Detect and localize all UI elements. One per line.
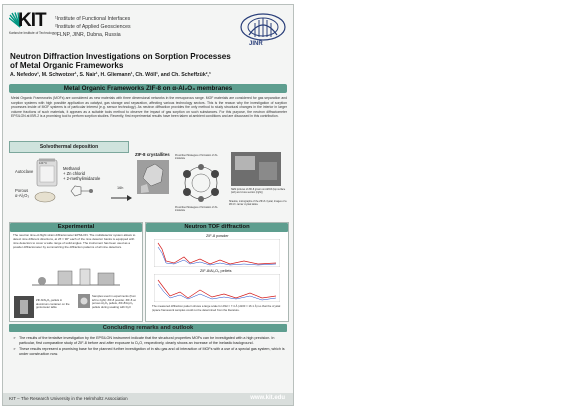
poster-title: Neutron Diffraction Investigations on Sorption Processes of Metal Organic Frameworks	[10, 52, 231, 70]
molecule-icon	[65, 184, 99, 198]
process-arrow-icon	[109, 192, 133, 204]
bullet-icon: ➢	[13, 347, 17, 352]
goniometer-photo-icon	[14, 296, 34, 318]
shadow-caption: Shadow, micrographs of the ZIF-8 crystal, Images of a ZIF-8 / carrier crystal lattice	[229, 200, 287, 206]
temperature-label: 120 °C	[39, 162, 47, 165]
reagent-1: Methanol	[63, 166, 81, 171]
autoclave-icon	[33, 158, 61, 188]
conclusion-item	[13, 336, 285, 346]
bullet-icon: ➢	[13, 336, 17, 340]
conclusion-text-1: The results of the tentative investigation by the EPSILON instrument indicate that the structural properties MOFs can be investigated with a high precision. In particular, first comparative study of ZIF-8 before and after exposure to D₂O, respectively, clearly shows an increase of the inelastic background.	[19, 336, 275, 345]
autoclave-label: Autoclave	[15, 169, 34, 174]
footer-text: KIT – The Research University in the Helmholtz Association	[9, 396, 128, 401]
sem-image-icon	[231, 152, 281, 186]
time-label: 16h	[117, 186, 124, 190]
institutes	[55, 15, 131, 39]
institute-3: ³FLNP, JINR, Dubna, Russia	[55, 32, 121, 38]
tof-label-powder: ZIF-8 powder	[206, 234, 229, 238]
reagent-3: + 2-methylimidazole	[63, 176, 101, 181]
photo-caption: ZIF-8/Al₂O₃ pellets in aluminium container on the goniometer table	[36, 298, 70, 310]
zif8-structure-icon	[179, 162, 223, 204]
tof-plot-powder	[154, 239, 280, 267]
conclusions-list	[13, 336, 285, 358]
tof-label-pellets: ZIF-8/Al₂O₃ pellets	[200, 269, 232, 273]
conclusion-item	[13, 347, 285, 357]
crystallites-label: ZIF-8 crystallites	[135, 152, 170, 157]
institute-2: ²Institute of Applied Geosciences	[55, 24, 131, 30]
conclusions-heading: Concluding remarks and outlook	[9, 324, 287, 332]
tof-caption: The measured diffraction pattern shows a large scale for dhkl = 7.4 Å (d100 = 16.1 Å) so that the crystal (space framework samples could not be determined from the literature.	[152, 304, 281, 312]
synthesis-figure	[9, 152, 287, 218]
porous-word: Porous	[15, 188, 29, 193]
kit-logo	[9, 10, 56, 37]
kit-letters: KIT	[18, 10, 46, 31]
tof-heading: Neutron TOF diffraction	[146, 223, 288, 232]
experimental-text: The neutron time-of-flight strain diffractometer EPSILON. The multidetector system allows to detect nine different directions, at 2θ = 90° each of the nine detector banks is equipped with nine detectors to cover a wide range of solid angles. The instrument has been used as a powder diffractometer by summarizing the diffraction patterns of all nine detectors.	[13, 233, 136, 249]
epsilon-instrument-icon	[28, 263, 124, 293]
kit-subtitle: Karlsruhe Institute of Technology	[9, 31, 56, 35]
jinr-logo	[239, 11, 287, 53]
substrate-word: α-Al₂O₃	[15, 193, 30, 198]
mof-section-heading: Metal Organic Frameworks ZIF-8 on α-Al₂O₃ membranes	[9, 84, 287, 93]
jinr-label: JINR	[249, 41, 263, 47]
sem-caption: SEM pictures of ZIF-8 grown on Al2O3 (top surface (left) and cross section (right))	[231, 188, 286, 194]
footer-url[interactable]: www.kit.edu	[250, 395, 285, 401]
authors: A. Nefedov¹, M. Schwotzer¹, S. Nair¹, H. Gliemann¹, Ch. Wöll¹, and Ch. Scheffzük²,³	[10, 72, 211, 78]
alumina-disc-icon	[33, 190, 57, 204]
reagent-2: + Zn chlorid	[63, 171, 85, 176]
experimental-panel	[9, 222, 143, 322]
institute-1: ¹Institute of Functional Interfaces	[55, 16, 131, 22]
crystal-image-icon	[137, 160, 169, 194]
porous-label	[15, 188, 29, 198]
experimental-heading: Experimental	[10, 223, 142, 232]
poster	[2, 4, 294, 406]
jinr-emblem-icon	[239, 11, 287, 43]
reagents	[63, 166, 100, 181]
samples-text: Samples used in experiments (from left to right): ZIF-8 powder, ZIF-8 on porous Al₂O₃ pellets, ZIF-8/Al₂O₃ pellets during soaking with D₂O	[92, 294, 137, 309]
structure-caption-bottom: Prescribed Strategies of formation of Zn-imidazole	[175, 206, 219, 212]
footer	[3, 393, 293, 405]
sample-photo-icon	[78, 294, 90, 308]
tof-panel	[145, 222, 289, 322]
mof-paragraph: Metal Organic Frameworks (MOFs) are considered as new materials with three dimensional networks in the mesoporous range. MOF materials are considered for gas separation and sorption systems with high possible application as catalyst, gas storage and separation, affecting various technology sectors. This is the reason why the investigation of sorption processes inside of MOF systems is of particular interest (e.g. sensor technology). As neutron diffraction provides the only method to study structural changes in the interior in larger volume fractions of such materials, it appears as a suitable tools method to observe the impact of gas sorption on such substances. For this purpose, the neutron diffractometer EPSILON at IBR-2 is a promising tool to perform sorption studies. Recently, first experimental results have been taken at ambient conditions and are discussed in this contribution.	[11, 96, 287, 119]
solvothermal-label: Solvothermal deposition	[9, 141, 129, 153]
conclusion-text-2: These results represent a promising base for the planned further investigation of in situ gas and oil interaction of MOFs with a use of a special gas system, which is under construction now.	[19, 347, 285, 356]
tof-plot-pellets	[154, 274, 280, 302]
structure-caption-top: Prescribed Strategies of formation of Zn-imidazole	[175, 154, 219, 160]
